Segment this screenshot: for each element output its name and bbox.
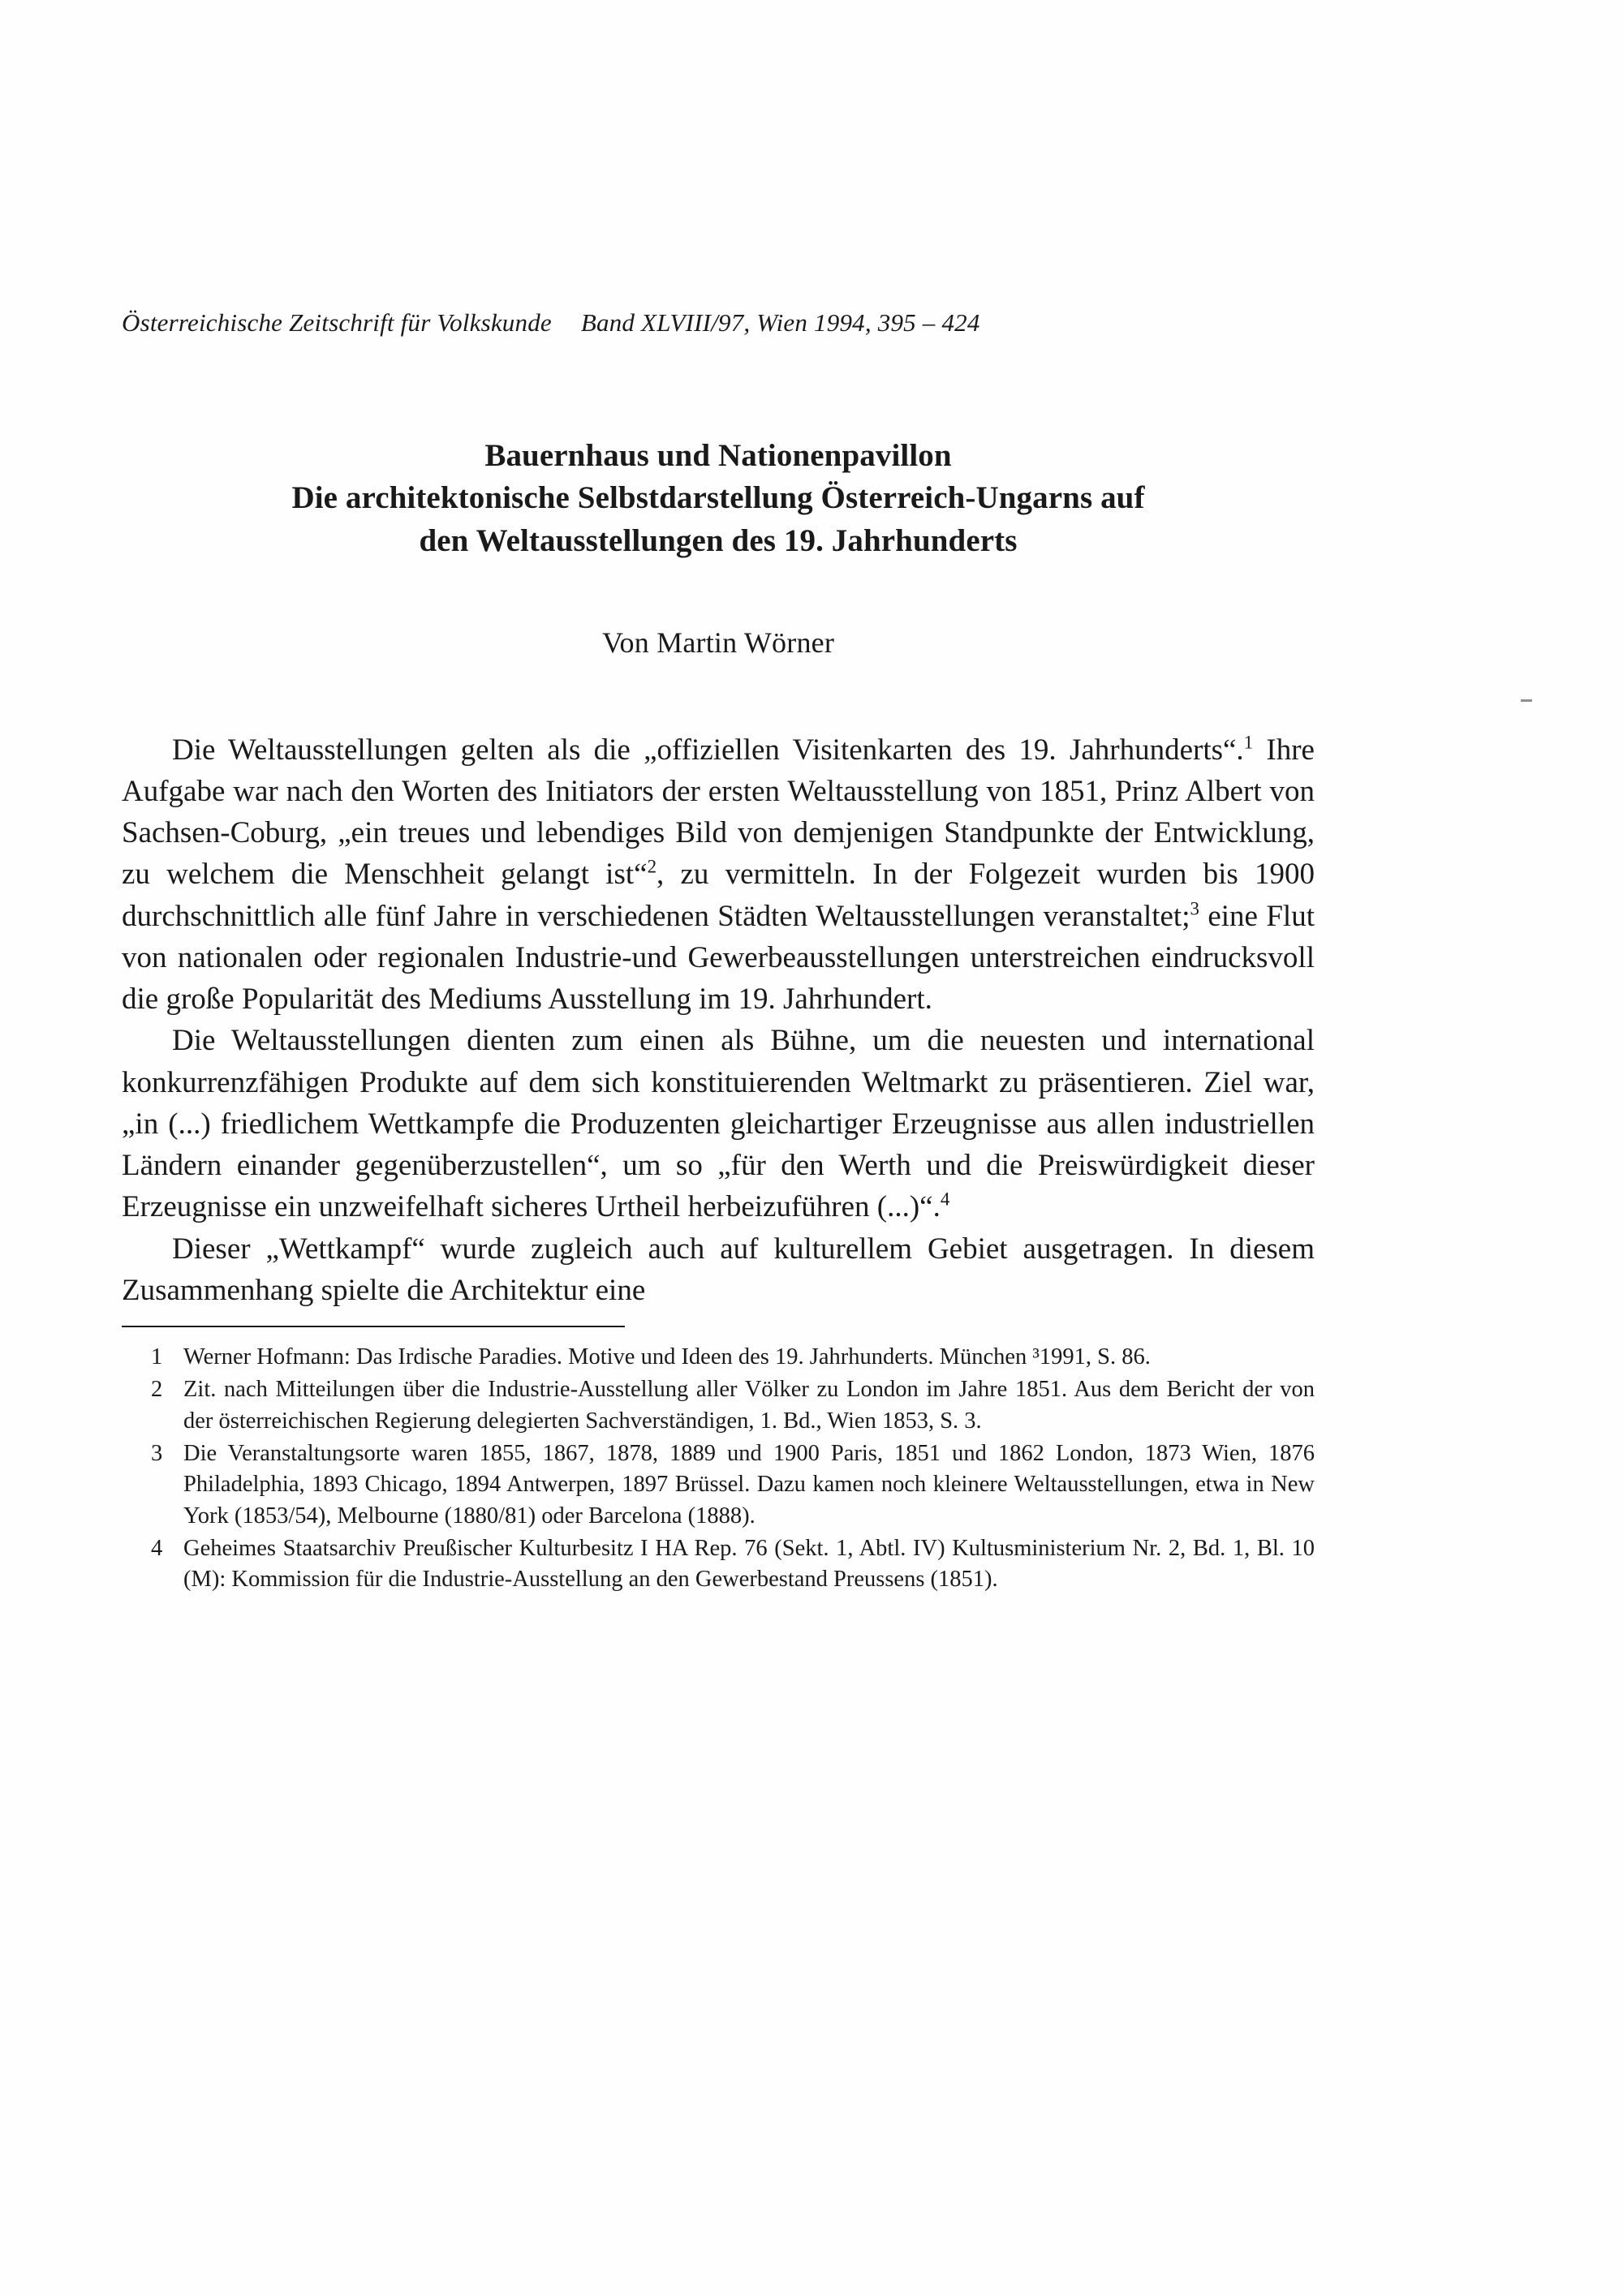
margin-stray-mark <box>1521 699 1532 702</box>
paragraph-2 <box>122 1020 1315 1228</box>
paragraph-1-part-d: eine Flut von nationalen oder regionalen Industrie-und Gewerbeausstellungen unterstreichen eindrucksvoll die große Popularität des Mediums Ausstellung im 19. Jahrhundert. <box>122 899 1315 1017</box>
footnotes-section <box>122 1342 1315 1596</box>
footnote-item <box>122 1533 1315 1596</box>
journal-title: Österreichische Zeitschrift für Volkskunde <box>122 308 552 337</box>
footnote-ref-4[interactable]: 4 <box>940 1189 950 1210</box>
footnote-ref-1[interactable]: 1 <box>1243 732 1254 753</box>
article-author: Von Martin Wörner <box>601 626 835 659</box>
paragraph-1 <box>122 729 1315 1021</box>
article-title <box>150 435 1286 562</box>
paragraph-3: Dieser „Wettkampf“ wurde zugleich auch auf kulturellem Gebiet ausgetragen. In diesem Zusammenhang spielte die Architektur eine <box>122 1232 1315 1307</box>
footnote-number: 4 <box>151 1536 163 1561</box>
running-head <box>122 308 1315 338</box>
issue-info: Band XLVIII/97, Wien 1994, 395 – 424 <box>580 308 980 337</box>
footnote-number: 1 <box>151 1344 163 1370</box>
footnote-text: Die Veranstaltungsorte waren 1855, 1867, 1878, 1889 und 1900 Paris, 1851 und 1862 London, 1873 Wien, 1876 Philadelphia, 1893 Chicago, 1894 Antwerpen, 1897 Brüssel. Dazu kamen noch kleinere Weltausstellungen, etwa in New York (1853/54), Melbourne (1880/81) oder Barcelona (1888). <box>183 1441 1315 1529</box>
paragraph-1-part-a: Die Weltausstellungen gelten als die „offiziellen Visitenkarten des 19. Jahrhunderts“. <box>172 733 1244 767</box>
footnote-text: Geheimes Staatsarchiv Preußischer Kulturbesitz I HA Rep. 76 (Sekt. 1, Abtl. IV) Kultusministerium Nr. 2, Bd. 1, Bl. 10 (M): Kommission für die Industrie-Ausstellung an den Gewerbestand Preussens (1851). <box>183 1536 1315 1593</box>
footnote-ref-3[interactable]: 3 <box>1190 898 1199 919</box>
article-title-line-3: den Weltausstellungen des 19. Jahrhunderts <box>419 522 1018 558</box>
paragraph-1-part-c: , zu vermitteln. In der Folgezeit wurden bis 1900 durchschnittlich alle fünf Jahre in verschiedenen Städten Weltausstellungen veranstaltet; <box>122 858 1315 933</box>
footnote-text: Zit. nach Mitteilungen über die Industrie-Ausstellung aller Völker zu London im Jahre 1851. Aus dem Bericht der von der österreichischen Regierung delegierten Sachverständigen, 1. Bd., Wien 1853, S. 3. <box>183 1377 1315 1434</box>
footnote-ref-2[interactable]: 2 <box>647 857 657 878</box>
footnote-text: Werner Hofmann: Das Irdische Paradies. Motive und Ideen des 19. Jahrhunderts. München ³1991, S. 86. <box>183 1344 1151 1370</box>
paragraph-2-part-a: Die Weltausstellungen dienten zum einen als Bühne, um die neuesten und international konkurrenzfähigen Produkte auf dem sich konstituierenden Weltmarkt zu präsentieren. Ziel war, „in (...) friedlichem Wettkampfe die Produzenten gleichartiger Erzeugnisse aus allen industriellen Ländern einander gegenüberzustellen“, um so „für den Werth und die Preiswürdigkeit dieser Erzeugnisse ein unzweifelhaft sicheres Urtheil herbeizuführen (...)“. <box>122 1024 1315 1224</box>
footnote-item <box>122 1438 1315 1532</box>
article-title-line-2: Die architektonische Selbstdarstellung Österreich-Ungarns auf <box>291 480 1145 516</box>
article-body <box>122 729 1315 1311</box>
article-title-line-1: Bauernhaus und Nationenpavillon <box>484 438 952 473</box>
page-content <box>122 308 1315 1597</box>
footnote-number: 2 <box>151 1377 163 1403</box>
footnote-item <box>122 1374 1315 1437</box>
paragraph-1-part-b: Ihre Aufgabe war nach den Worten des Initiators der ersten Weltausstellung von 1851, Prinz Albert von Sachsen-Coburg, „ein treues und lebendiges Bild von demjenigen Standpunkte der Entwicklung, zu welchem die Menschheit gelangt ist“ <box>122 733 1315 892</box>
footnote-number: 3 <box>151 1441 163 1467</box>
footnote-item <box>122 1342 1315 1373</box>
footnote-separator <box>122 1326 625 1327</box>
